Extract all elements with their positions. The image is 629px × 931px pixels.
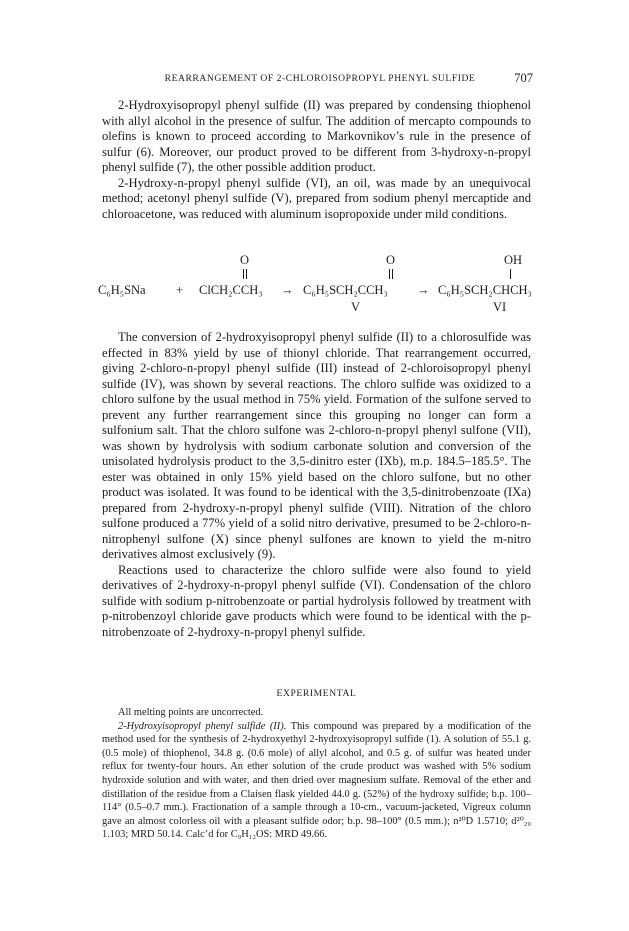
paragraph: 2-Hydroxyisopropyl phenyl sulfide (II) was prepared by condensing thiophenol with allyl alcohol in the presence of sulfur. The addition of mercapto compounds to olefins is known to proceed according to Markovnikov’s rule in the presence of sulfur (6). Moreover, our product proved to be different from 3-hydroxy-n-propyl phenyl sulfide (7), the other possible addition product. [102, 98, 531, 174]
paragraph: All melting points are uncorrected. [118, 707, 264, 718]
experimental-text [102, 706, 531, 842]
plus-sign: + [176, 283, 184, 297]
running-head: REARRANGEMENT OF 2-CHLOROISOPROPYL PHENYL SULFIDE [164, 73, 476, 84]
intro-text [102, 98, 531, 222]
carbonyl-oxygen: O [386, 253, 396, 267]
compound-label-v: V [351, 300, 361, 314]
section-heading: EXPERIMENTAL [276, 688, 357, 699]
page-number: 707 [514, 71, 533, 85]
paragraph: 2-Hydroxy-n-propyl phenyl sulfide (VI), an oil, was made by an unequivocal method; acetonyl phenyl sulfide (V), prepared from sodium phenyl mercaptide and chloroacetone, was reduced with aluminum isopropoxide under mild conditions. [102, 175, 531, 221]
single-bond [510, 269, 511, 279]
carbonyl-oxygen: O [240, 253, 250, 267]
procedure-text: This compound was prepared by a modification of the method used for the synthesis of 2-hydroxyethyl 2-hydroxyisopropyl sulfide (1). A solution of 55.1 g. (0.5 mole) of thiophenol, 34.8 g. (0.6 mole) of allyl alcohol, and 0.5 g. of sulfur was heated under reflux for twenty-four hours. An ether solution of the crude product was washed with 5% sodium hydroxide solution and with water, and then dried over magnesium sulfate. Removal of the ether and distillation of the residue from a Claisen flask yielded 44.0 g. (52%) of the hydroxy sulfide; b.p. 100–114° (0.5–0.7 mm.). Fractionation of a sample through a 10-cm., vacuum-jacketed, Vigreux column gave an almost colorless oil with a pleasant sulfide odor; b.p. 98–100° (0.5 mm.); n²⁰D 1.5710; d²⁰₂₀ 1.103; MRD 50.14. Calc’d for C₉H₁₂OS: MRD 49.66. [102, 720, 532, 841]
reaction-arrow: → [417, 283, 430, 297]
double-bond [243, 269, 247, 279]
compound-title: 2-Hydroxyisopropyl phenyl sulfide (II). [118, 720, 287, 732]
paragraph: Reactions used to characterize the chloro sulfide were also found to yield derivatives of 2-hydroxy-n-propyl phenyl sulfide (VI). Condensation of the chloro sulfide with sodium p-nitrobenzoate or partial hydrolysis followed by treatment with p-nitrobenzoyl chloride gave products which were found to be identical with the p-nitrobenzoate of 2-hydroxy-n-propyl phenyl sulfide. [102, 562, 531, 639]
reaction-arrow: → [281, 283, 294, 297]
reagent-chloroacetone: ClCH₂CCH₃ [199, 283, 263, 297]
reaction-scheme [98, 248, 538, 328]
hydroxyl-group: OH [504, 253, 523, 267]
paragraph [102, 720, 531, 842]
double-bond [389, 269, 393, 279]
body-text [102, 330, 531, 640]
compound-label-vi: VI [493, 300, 507, 314]
reagent-sodium-phenyl-mercaptide: C₆H₅SNa [98, 283, 146, 297]
paragraph: The conversion of 2-hydroxyisopropyl phenyl sulfide (II) to a chlorosulfide was effected in 83% yield by use of thionyl chloride. That rearrangement occurred, giving 2-chloro-n-propyl phenyl sulfide (III) instead of 2-chloroisopropyl phenyl sulfide (IV), was shown by several reactions. The chloro sulfide was oxidized to a chloro sulfone by the usual method in 75% yield. Formation of the sulfone served to prevent any further rearrangement since this grouping no longer can form a sulfonium salt. That the chloro sulfone was 2-chloro-n-propyl phenyl sulfone (VII), was shown by hydrolysis with sodium carbonate solution and conversion of the unisolated hydrolysis product to the 3,5-dinitro ester (IXb), m.p. 184.5–185.5°. The ester was obtained in only 15% yield based on the chloro sulfone, but no other product was isolated. It was found to be identical with the 3,5-dinitrobenzoate (IXa) prepared from 2-hydroxy-n-propyl phenyl sulfide (VIII). Nitration of the chloro sulfone produced a 77% yield of a solid nitro derivative, presumed to be 2-chloro-n-nitrophenyl sulfone (X) since phenyl sulfones are known to yield the m-nitro derivatives almost exclusively (9). [102, 330, 531, 561]
product-v-formula: C₆H₅SCH₂CCH₃ [303, 283, 388, 297]
product-vi-formula: C₆H₅SCH₂CHCH₃ [438, 283, 532, 297]
